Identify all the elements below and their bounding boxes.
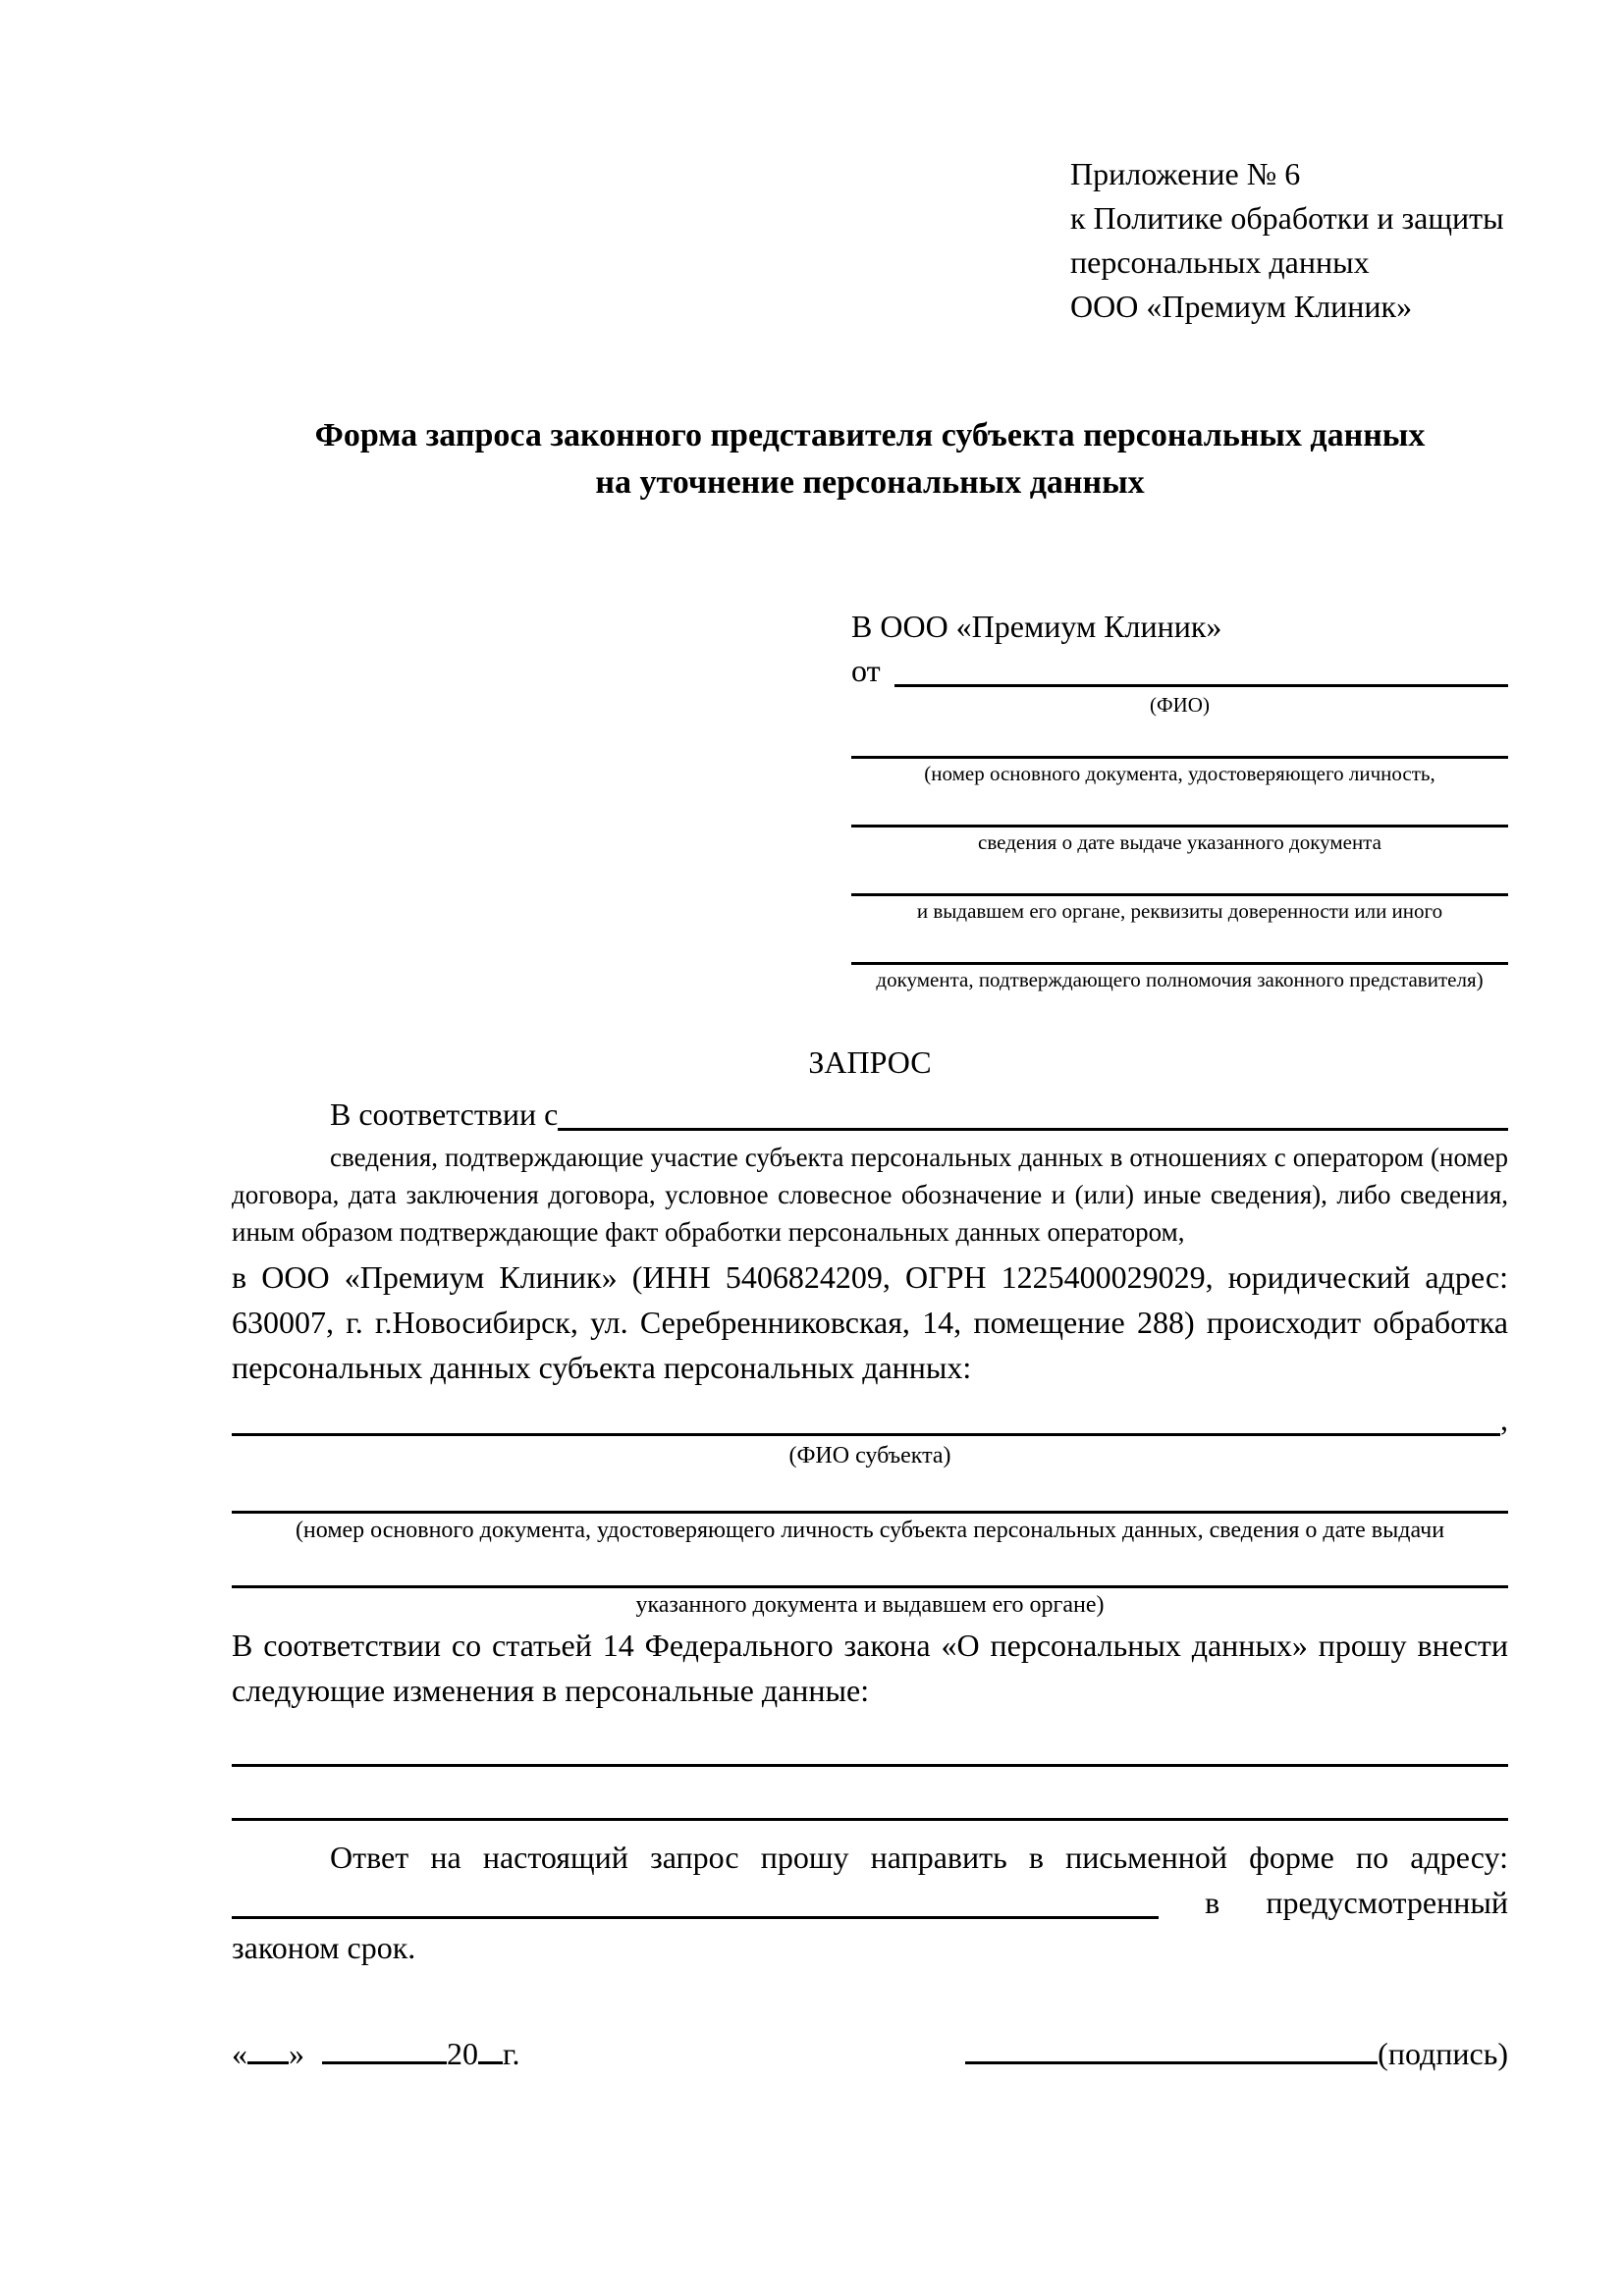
day-fill-in-line <box>247 2032 289 2064</box>
representative-authority-caption: документа, подтверждающего полномочия законного представителя) <box>876 968 1484 991</box>
document-title-line-2: на уточнение персональных данных <box>595 464 1145 501</box>
signature-field <box>965 2031 1508 2076</box>
appendix-header-line: персональных данных <box>1070 244 1370 280</box>
month-fill-in-line <box>322 2032 447 2064</box>
subject-document-caption-1: (номер основного документа, удостоверяющего личность субъекта персональных данных, сведения о дате выдачи <box>295 1518 1445 1543</box>
changes-fill-in-line <box>232 1713 1508 1767</box>
year-suffix: г. <box>503 2036 520 2071</box>
request-heading: ЗАПРОС <box>808 1044 932 1080</box>
year-prefix: 20 <box>447 2036 478 2071</box>
addressee-block <box>851 605 1508 991</box>
date-field <box>232 2031 520 2076</box>
footer-row <box>232 2031 1508 2076</box>
addressee-from-row <box>851 649 1508 693</box>
subject-fio-caption: (ФИО субъекта) <box>788 1443 951 1468</box>
from-fill-in-line <box>894 649 1508 687</box>
subject-document-fill-in-line <box>232 1469 1508 1514</box>
year-fill-in-line <box>478 2032 503 2064</box>
blank-fill-in-line <box>851 717 1508 759</box>
intro-row <box>232 1093 1508 1137</box>
law-paragraph: В соответствии со статьей 14 Федерального закона «О персональных данных» прошу внести следующие изменения в персональные данные: <box>232 1628 1508 1708</box>
reply-word: предусмотренный <box>1266 1885 1508 1920</box>
document-title-line-1: Форма запроса законного представителя субъекта персональных данных <box>314 417 1426 454</box>
appendix-header-line: Приложение № 6 <box>1070 156 1301 191</box>
blank-fill-in-line <box>851 785 1508 828</box>
changes-fill-in-line <box>232 1767 1508 1821</box>
basis-explanation-note: сведения, подтверждающие участие субъекта персональных данных в отношениях с оператором (номер договора, дата заключения договора, условное словесное обозначение и (или) иные сведения), либо сведения, иным образом подтверждающие факт обработки персональных данных оператором, <box>232 1143 1508 1247</box>
appendix-header <box>1070 152 1508 329</box>
quote-close: » <box>289 2036 304 2071</box>
quote-open: « <box>232 2036 247 2071</box>
intro-prefix: В соответствии с <box>330 1096 559 1132</box>
signature-fill-in-line <box>965 2032 1378 2064</box>
appendix-header-line: ООО «Премиум Клиник» <box>1070 289 1413 324</box>
address-fill-in-line <box>232 1916 1159 1919</box>
blank-fill-in-line <box>851 923 1508 965</box>
basis-fill-in-line <box>558 1093 1508 1131</box>
subject-fio-fill-in-line <box>232 1398 1500 1436</box>
fio-caption: (ФИО) <box>1150 693 1210 717</box>
operator-paragraph: в ООО «Премиум Клиник» (ИНН 5406824209, ОГРН 1225400029029, юридический адрес: 630007, г. г.Новосибирск, ул. Серебренниковская, 14, помещение 288) происходит обработка персональных данных субъекта персональных данных: <box>232 1259 1508 1385</box>
reply-address-row <box>232 1880 1508 1925</box>
trailing-comma: , <box>1500 1402 1508 1437</box>
document-title <box>232 412 1508 507</box>
reply-paragraph: Ответ на настоящий запрос прошу направить в письменной форме по адресу: <box>330 1840 1508 1875</box>
blank-fill-in-line <box>851 854 1508 896</box>
issuing-authority-caption: и выдавшем его органе, реквизиты доверенности или иного <box>916 899 1443 923</box>
subject-fio-row <box>232 1398 1508 1442</box>
reply-closing: законом срок. <box>232 1930 416 1965</box>
document-number-caption: (номер основного документа, удостоверяющего личность, <box>924 762 1435 785</box>
addressee-from-label: от <box>851 653 881 688</box>
subject-document-caption-2: указанного документа и выдавшем его органе) <box>635 1592 1105 1618</box>
appendix-header-line: к Политике обработки и защиты <box>1070 200 1504 236</box>
reply-word: в <box>1205 1885 1220 1920</box>
signature-caption: (подпись) <box>1378 2036 1508 2071</box>
addressee-to: В ООО «Премиум Клиник» <box>851 609 1222 644</box>
subject-document-fill-in-line <box>232 1544 1508 1588</box>
issue-date-caption: сведения о дате выдаче указанного документа <box>978 830 1381 854</box>
